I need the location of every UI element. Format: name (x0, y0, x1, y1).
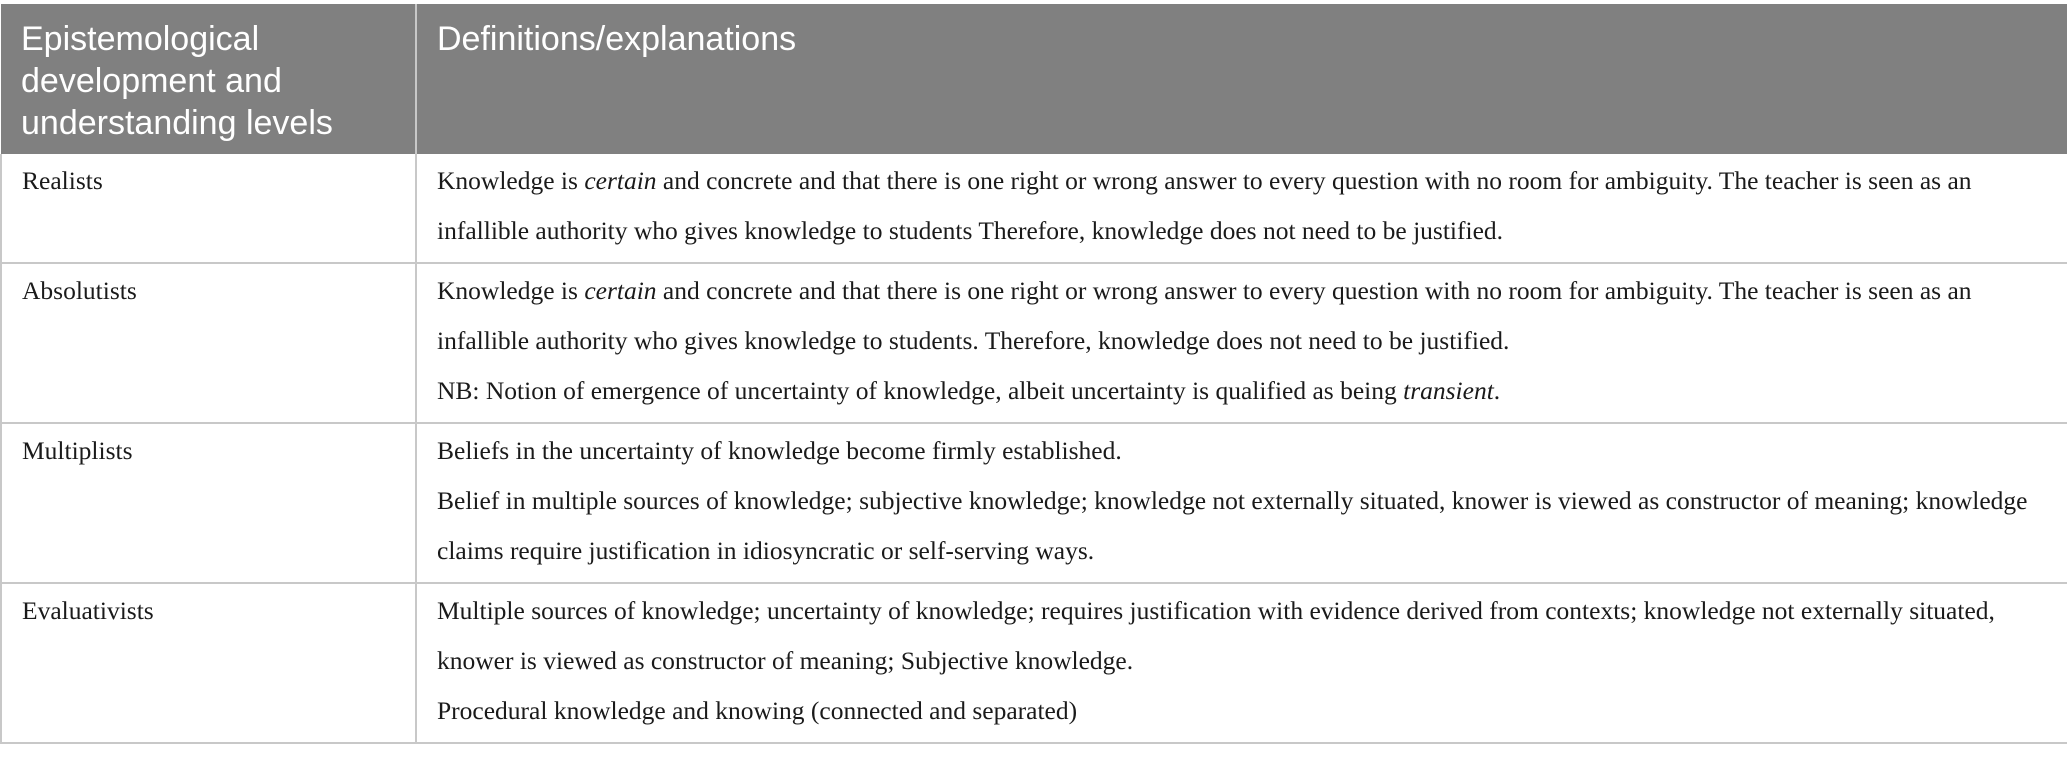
definition-text: and concrete and that there is one right or wrong answer to every question with no room for ambiguity. The teacher is seen as an infallible authority who gives knowledge to students. Therefore, knowledge does not need to be justified. (437, 276, 1972, 355)
table-body (1, 154, 2067, 743)
definition-paragraph (437, 586, 2047, 686)
table-header (1, 4, 2067, 154)
definition-text: Belief in multiple sources of knowledge; subjective knowledge; knowledge not externally situated, knower is viewed as constructor of meaning; knowledge claims require justification in idiosyncratic or self-serving ways. (437, 486, 2028, 565)
definition-paragraph (437, 366, 2047, 416)
table-row (1, 423, 2067, 583)
header-definitions: Definitions/explanations (416, 4, 2067, 154)
definition-text: NB: Notion of emergence of uncertainty of knowledge, albeit uncertainty is qualified as being (437, 376, 1404, 405)
emphasis-text: certain (584, 166, 657, 195)
header-row (1, 4, 2067, 154)
epistemology-table (0, 4, 2067, 744)
definition-cell (416, 423, 2067, 583)
definition-paragraph (437, 426, 2047, 476)
header-levels: Epistemological development and understanding levels (1, 4, 416, 154)
definition-text: Beliefs in the uncertainty of knowledge become firmly established. (437, 436, 1122, 465)
definition-text: . (1493, 376, 1501, 405)
definition-text: Multiple sources of knowledge; uncertainty of knowledge; requires justification with evidence derived from contexts; knowledge not externally situated, knower is viewed as constructor of meaning; Subjective knowledge. (437, 596, 1995, 675)
definition-text: Knowledge is (437, 166, 585, 195)
definition-paragraph (437, 686, 2047, 736)
table-row (1, 263, 2067, 423)
definition-paragraph (437, 266, 2047, 366)
definition-cell (416, 263, 2067, 423)
table-row (1, 583, 2067, 743)
level-cell: Multiplists (1, 423, 416, 583)
level-cell: Absolutists (1, 263, 416, 423)
level-cell: Realists (1, 154, 416, 263)
definition-cell (416, 583, 2067, 743)
definition-cell (416, 154, 2067, 263)
table-container (0, 4, 2067, 744)
definition-text: Procedural knowledge and knowing (connected and separated) (437, 696, 1078, 725)
definition-paragraph (437, 476, 2047, 576)
definition-paragraph (437, 156, 2047, 256)
definition-text: Knowledge is (437, 276, 585, 305)
level-cell: Evaluativists (1, 583, 416, 743)
table-row (1, 154, 2067, 263)
definition-text: and concrete and that there is one right or wrong answer to every question with no room for ambiguity. The teacher is seen as an infallible authority who gives knowledge to students Therefore, knowledge does not need to be justified. (437, 166, 1972, 245)
emphasis-text: transient (1403, 376, 1494, 405)
emphasis-text: certain (584, 276, 657, 305)
